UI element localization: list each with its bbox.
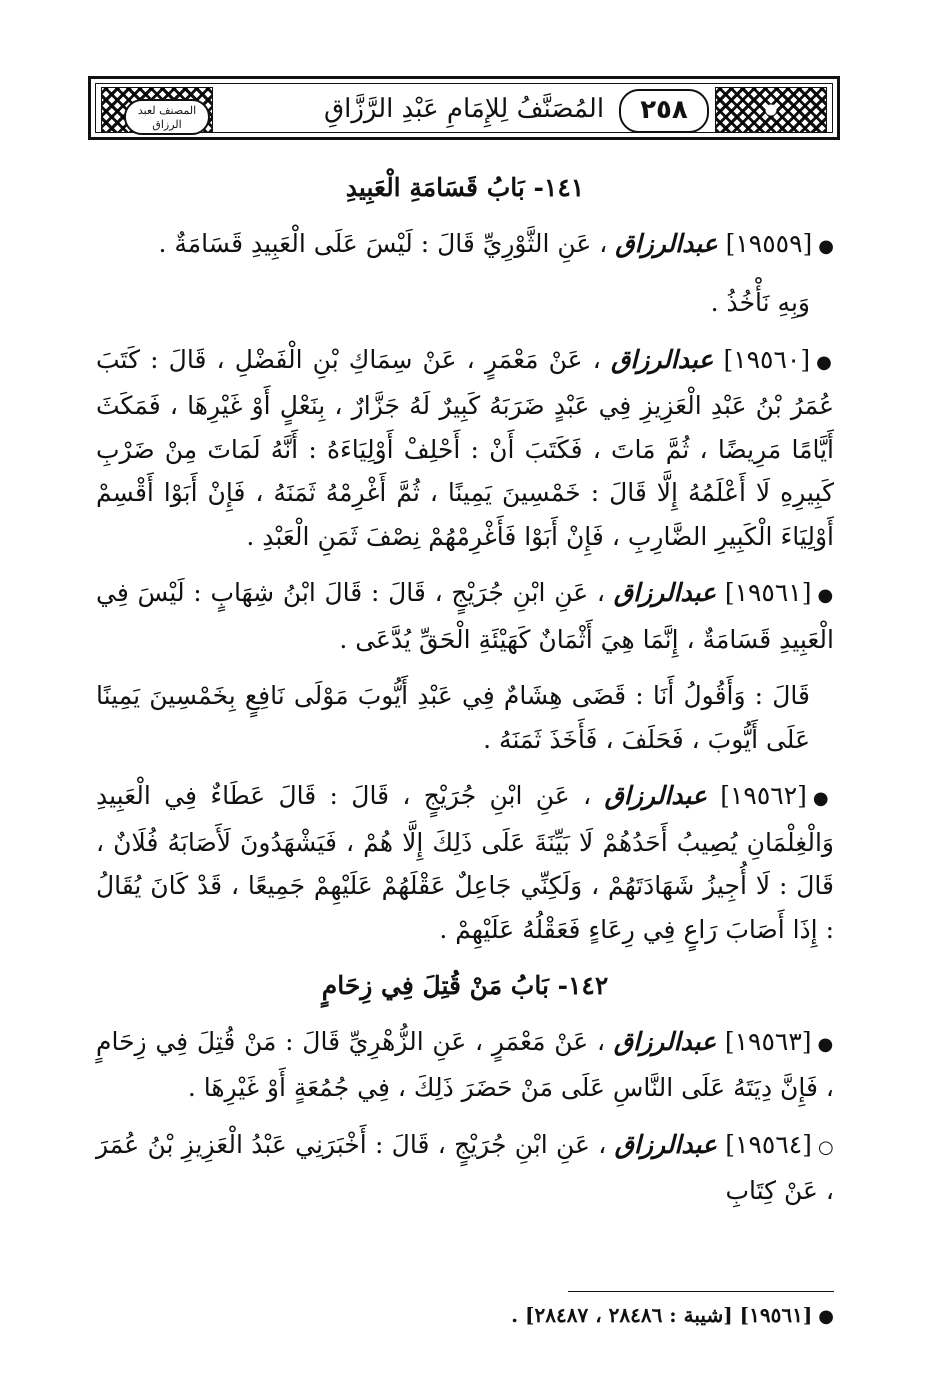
hadith-text: ، عَنْ مَعْمَرٍ ، عَنِ الزُّهْرِيِّ قَالَ : مَنْ قُتِلَ فِي زِحَامٍ ، فَإِنَّ دِيَتَهُ عَلَى النَّاسِ عَلَى مَنْ حَضَرَ ذَلِكَ ، فِي جُمُعَةٍ أَوْ غَيْرِهَا . — [96, 1026, 834, 1102]
bullet-icon: ● — [817, 585, 834, 606]
hadith-number: [١٩٥٦٠] — [723, 344, 811, 374]
narrator-name: عبدالرزاق — [614, 1129, 717, 1159]
hadith-19559 — [96, 222, 834, 269]
commentary: وَبِهِ نَأْخُذُ . — [710, 288, 810, 317]
ornament-right — [715, 87, 827, 133]
bullet-icon: ● — [817, 1033, 834, 1055]
footnote-text: [١٩٥٦١] [شيبة : ٢٨٤٨٦ ، ٢٨٤٨٧] . — [511, 1303, 813, 1327]
bullet-icon: ● — [816, 351, 834, 373]
hadith-text: ، عَنِ ابْنِ جُرَيْجٍ ، قَالَ : أَخْبَرَنِي عَبْدُ الْعَزِيزِ بْنُ عُمَرَ ، عَنْ كِتَابِ — [96, 1129, 834, 1205]
hadith-number: [١٩٥٦١] — [724, 578, 812, 607]
footnote-divider — [568, 1291, 834, 1292]
footnote — [511, 1300, 834, 1332]
bullet-icon: ● — [812, 788, 834, 809]
hadith-19563 — [96, 1020, 834, 1110]
book-seal: المصنف لعبد الرزاق — [124, 99, 210, 135]
page-header — [88, 76, 840, 140]
running-title: المُصَنَّفُ لِلإِمَامِ عَبْدِ الرَّزَّاقِ — [323, 94, 605, 124]
hadith-text: ، عَنِ ابْنِ جُرَيْجٍ ، قَالَ : قَالَ ابْنُ شِهَابٍ : لَيْسَ فِي الْعَبِيدِ قَسَامَةٌ ، إِنَّمَا هِيَ أَثْمَانٌ كَهَيْئَةِ الْحَقِّ يُدَّعَى . — [96, 578, 834, 654]
page-body — [96, 160, 834, 1226]
page-number: ٢٥٨ — [619, 89, 709, 133]
commentary: قَالَ : وَأَقُولُ أَنَا : قَضَى هِشَامٌ فِي عَبْدِ أَيُّوبَ مَوْلَى نَافِعٍ بِخَمْسِينَ يَمِينًا عَلَى أَيُّوبَ ، فَحَلَفَ ، فَأَخَذَ ثَمَنَهُ . — [96, 681, 810, 754]
hadith-text: ، عَنْ مَعْمَرٍ ، عَنْ سِمَاكِ بْنِ الْفَضْلِ ، قَالَ : كَتَبَ عُمَرُ بْنُ عَبْدِ الْعَزِيزِ فِي عَبْدٍ ضَرَبَهُ كَبِيرٌ لَهُ جَزَّارٌ ، بِنَعْلٍ أَوْ غَيْرِهَا ، فَمَكَثَ أَيَّامًا مَرِيضًا ، ثُمَّ مَاتَ ، فَكَتَبَ أَنْ : أَحْلِفْ أَوْلِيَاءَهُ : أَنَّهُ لَمَاتَ مِنْ ضَرْبِ كَبِيرِهِ لَا أَعْلَمُهُ إِلَّا قَالَ : خَمْسِينَ يَمِينًا ، ثُمَّ أَغْرِمْهُ ثَمَنَهُ ، فَإِنْ أَبَوْا أَقْسِمْ أَوْلِيَاءَ الْكَبِيرِ الضَّارِبِ ، فَإِنْ أَبَوْا فَأَغْرِمْهُمْ نِصْفَ ثَمَنِ الْعَبْدِ . — [96, 344, 834, 551]
hadith-text: ، عَنِ ابْنِ جُرَيْجٍ ، قَالَ : قَالَ عَطَاءٌ فِي الْعَبِيدِ وَالْغِلْمَانِ يُصِيبُ أَحَدُهُمْ لَا بَيِّنَةَ عَلَى ذَلِكَ إِلَّا هُمْ ، فَيَشْهَدُونَ لَأَصَابَهُ فُلَانٌ ، قَالَ : لَا أُجِيزُ شَهَادَتَهُمْ ، وَلَكِنِّي جَاعِلٌ عَقْلَهُمْ عَلَيْهِمْ جَمِيعًا ، قَدْ كَانَ يُقَالُ : إِذَا أَصَابَ رَاعٍ فِي رِعَاءٍ فَعَقْلُهُ عَلَيْهِمْ . — [96, 781, 834, 944]
hadith-19561 — [96, 571, 834, 661]
narrator-name: عبدالرزاق — [610, 344, 714, 374]
hadith-number: [١٩٥٦٢] — [720, 781, 807, 810]
narrator-name: عبدالرزاق — [604, 781, 707, 810]
hadith-number: [١٩٥٦٤] — [725, 1129, 812, 1159]
bullet-icon: ● — [818, 1306, 834, 1327]
hollow-bullet-icon: ○ — [817, 1136, 834, 1158]
hadith-number: [١٩٥٥٩] — [725, 228, 813, 258]
hadith-19564 — [96, 1123, 834, 1213]
bullet-icon: ● — [818, 235, 834, 257]
hadith-number: [١٩٥٦٣] — [724, 1026, 812, 1056]
hadith-text: ، عَنِ الثَّوْرِيِّ قَالَ : لَيْسَ عَلَى الْعَبِيدِ قَسَامَةٌ . — [158, 228, 608, 258]
narrator-name: عبدالرزاق — [615, 228, 718, 258]
hadith-19562 — [96, 774, 834, 951]
chapter-heading-142: ١٤٢- بَابُ مَنْ قُتِلَ فِي زِحَامٍ — [321, 971, 609, 1000]
hadith-19560 — [96, 338, 834, 559]
narrator-name: عبدالرزاق — [613, 578, 717, 607]
narrator-name: عبدالرزاق — [613, 1026, 717, 1056]
ornament-left — [101, 87, 213, 133]
chapter-heading-141: ١٤١- بَابُ قَسَامَةِ الْعَبِيدِ — [345, 173, 585, 202]
